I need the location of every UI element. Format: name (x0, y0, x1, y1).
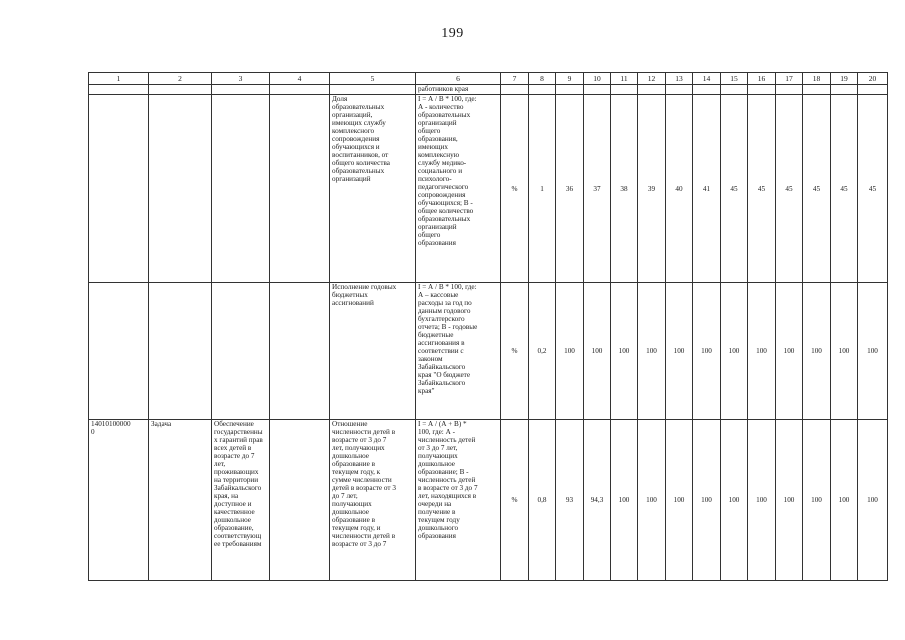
value-cell: 100 (831, 420, 858, 581)
type-cell (149, 283, 212, 420)
header-row (89, 73, 888, 85)
value-cell: 100 (776, 420, 803, 581)
unit-cell: % (501, 420, 529, 581)
value-cell: 45 (748, 95, 776, 283)
code-cell (89, 283, 149, 420)
header-cell: 14 (693, 73, 721, 85)
header-cell: 7 (501, 73, 529, 85)
header-cell: 1 (89, 73, 149, 85)
header-cell: 15 (721, 73, 748, 85)
header-cell: 2 (149, 73, 212, 85)
indicator-cell: Исполнение годовых бюджетных ассигнований (330, 283, 416, 420)
header-cell: 10 (584, 73, 611, 85)
value-cell: 100 (638, 283, 666, 420)
value-cell: 100 (611, 283, 638, 420)
value-cell: 100 (721, 283, 748, 420)
col4-cell (270, 283, 330, 420)
value-cell: 100 (638, 420, 666, 581)
type-cell (149, 95, 212, 283)
value-cell: 100 (748, 283, 776, 420)
carry-over-row (89, 85, 888, 95)
value-cell: 45 (803, 95, 831, 283)
value-cell: 100 (693, 283, 721, 420)
indicator-cell: Доля образовательных организаций, имеющих службу комплексного сопровождения обучающихся и воспитанников, от общего количества образовательных организаций (330, 95, 416, 283)
indicators-table (88, 72, 888, 581)
header-cell: 19 (831, 73, 858, 85)
page-number: 199 (441, 26, 464, 41)
value-cell: 100 (858, 420, 888, 581)
value-cell: 45 (858, 95, 888, 283)
header-cell: 6 (416, 73, 501, 85)
formula-cell: I = А / В * 100, где: А – кассовые расходы за год по данным годового бухгалтерского отчета; В - годовые бюджетные ассигнования в соответствии с законом Забайкальского края "О бюджете Забайкальского края" (416, 283, 501, 420)
col4-cell (270, 95, 330, 283)
code-cell (89, 95, 149, 283)
name-cell (212, 95, 270, 283)
value-cell: 36 (556, 95, 584, 283)
value-cell: 94,3 (584, 420, 611, 581)
value-cell: 39 (638, 95, 666, 283)
value-cell: 45 (776, 95, 803, 283)
header-cell: 5 (330, 73, 416, 85)
value-cell: 40 (666, 95, 693, 283)
table-row (89, 95, 888, 283)
col4-cell (270, 420, 330, 581)
header-cell: 8 (529, 73, 556, 85)
value-cell: 45 (831, 95, 858, 283)
header-cell: 12 (638, 73, 666, 85)
value-cell: 100 (776, 283, 803, 420)
value-cell: 100 (858, 283, 888, 420)
value-cell: 38 (611, 95, 638, 283)
value-cell: 100 (666, 283, 693, 420)
weight-cell: 1 (529, 95, 556, 283)
formula-cell: I = А / (А + В) * 100, где: А - численность детей от 3 до 7 лет, получающих дошкольное образование; В - численность детей в возрасте от 3 до 7 лет, находящихся в очереди на получение в текущем году дошкольного образования (416, 420, 501, 581)
formula-cell: I = А / В * 100, где: А - количество образовательных организаций общего образования, имеющих комплексную службу медико- социального и психолого- педагогического сопровождения обучающихся; В - общее количество образовательных организаций общего образования (416, 95, 501, 283)
value-cell: 100 (693, 420, 721, 581)
value-cell: 93 (556, 420, 584, 581)
header-cell: 4 (270, 73, 330, 85)
header-cell: 16 (748, 73, 776, 85)
value-cell: 100 (556, 283, 584, 420)
name-cell (212, 283, 270, 420)
value-cell: 100 (803, 283, 831, 420)
header-cell: 11 (611, 73, 638, 85)
value-cell: 100 (748, 420, 776, 581)
name-cell: Обеспечение государственны х гарантий прав всех детей в возрасте до 7 лет, проживающих на территории Забайкальского края, на доступное и качественное дошкольное образование, соответствующ ее требованиям (212, 420, 270, 581)
carry-over-text: работников края (416, 85, 501, 95)
weight-cell: 0,8 (529, 420, 556, 581)
value-cell: 100 (666, 420, 693, 581)
header-cell: 9 (556, 73, 584, 85)
value-cell: 37 (584, 95, 611, 283)
header-cell: 18 (803, 73, 831, 85)
value-cell: 100 (803, 420, 831, 581)
header-cell: 3 (212, 73, 270, 85)
value-cell: 100 (611, 420, 638, 581)
header-cell: 13 (666, 73, 693, 85)
code-cell: 14010100000 0 (89, 420, 149, 581)
table-row (89, 283, 888, 420)
value-cell: 45 (721, 95, 748, 283)
value-cell: 100 (831, 283, 858, 420)
indicator-cell: Отношение численности детей в возрасте от 3 до 7 лет, получающих дошкольное образование в текущем году, к сумме численности детей в возрасте от 3 до 7 лет, получающих дошкольное образование в текущем году, и численности детей в возрасте от 3 до 7 (330, 420, 416, 581)
unit-cell: % (501, 95, 529, 283)
header-cell: 20 (858, 73, 888, 85)
value-cell: 41 (693, 95, 721, 283)
type-cell: Задача (149, 420, 212, 581)
value-cell: 100 (721, 420, 748, 581)
weight-cell: 0,2 (529, 283, 556, 420)
value-cell: 100 (584, 283, 611, 420)
table-row (89, 420, 888, 581)
unit-cell: % (501, 283, 529, 420)
header-cell: 17 (776, 73, 803, 85)
